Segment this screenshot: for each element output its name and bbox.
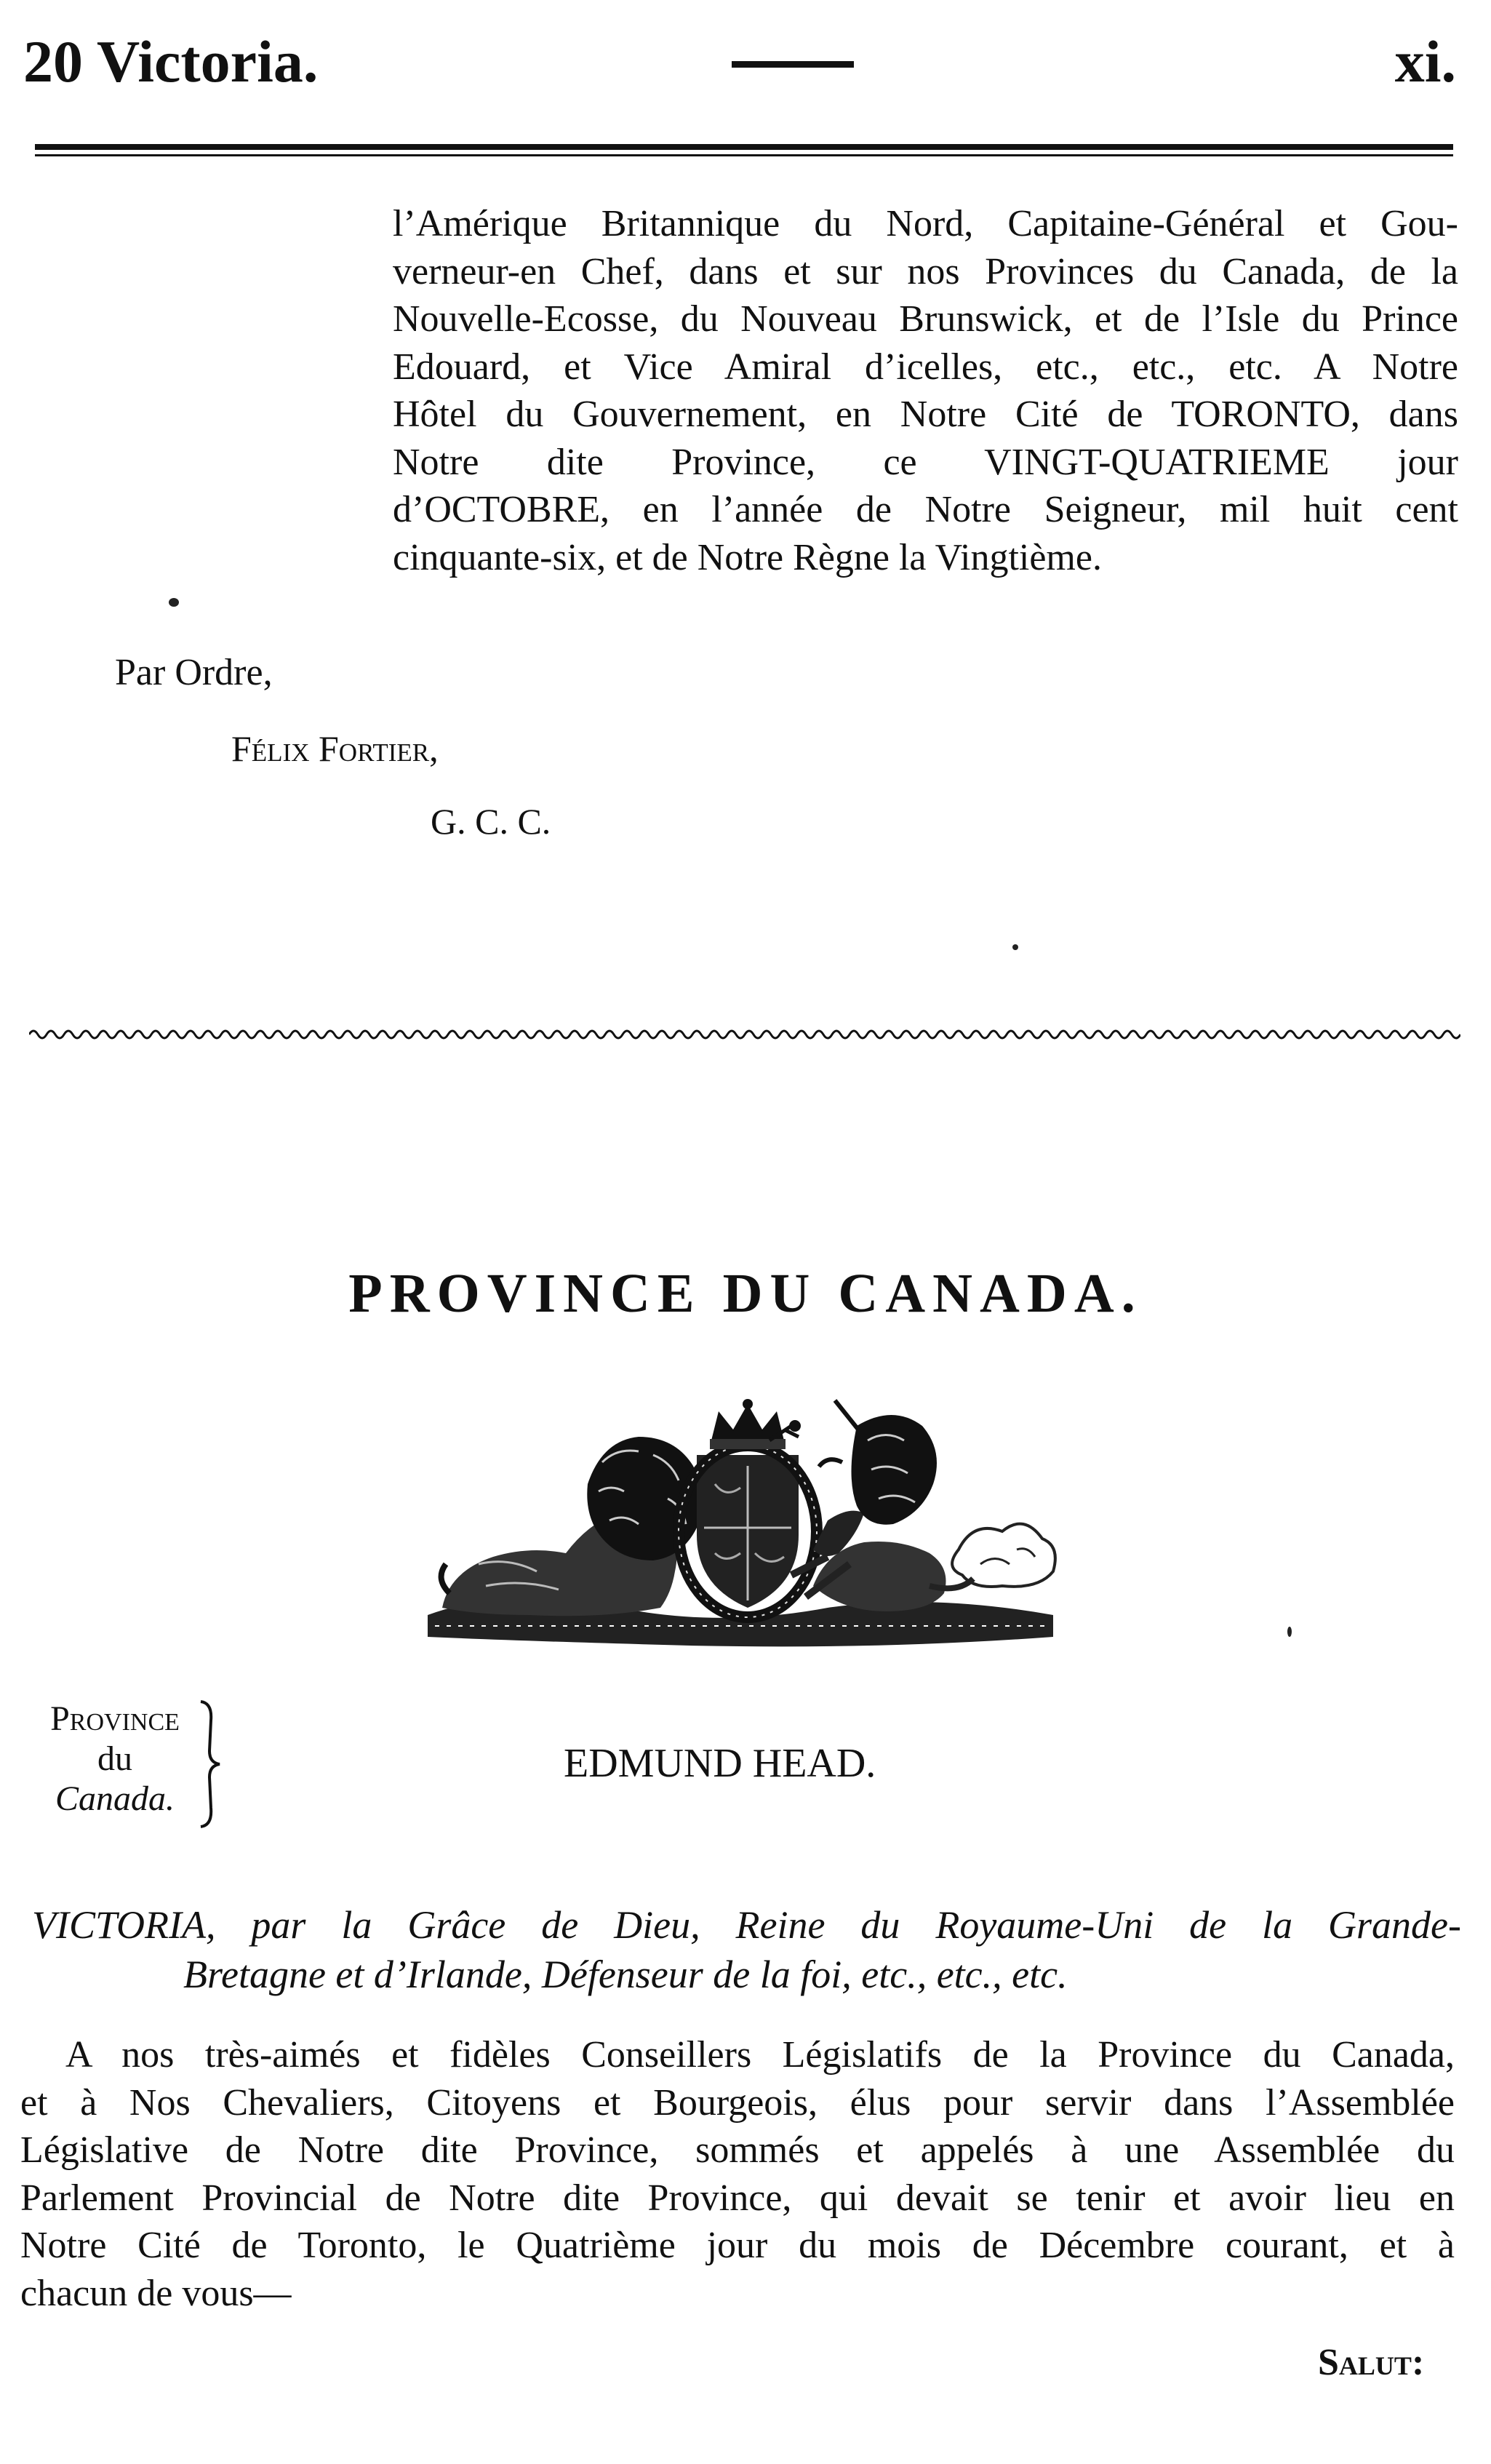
royal-title-line: Bretagne et d’Irlande, Défenseur de la foi, etc., etc., etc. xyxy=(183,1953,1068,1996)
ink-speck xyxy=(169,598,179,607)
royal-coat-of-arms-icon xyxy=(420,1397,1068,1651)
body-line: A nos très-aimés et fidèles Conseillers Législatifs de la Province du Canada, xyxy=(65,2034,1455,2076)
province-title: PROVINCE DU CANADA. xyxy=(348,1263,1143,1324)
signature-name-text: Félix Fortier, xyxy=(231,728,439,769)
intro-line: Edouard, et Vice Amiral d’icelles, etc., etc., etc. A Notre xyxy=(393,346,1458,388)
summons-paragraph xyxy=(20,2031,1455,2317)
body-line: Notre Cité de Toronto, le Quatrième jour du mois de Décembre courant, et à xyxy=(20,2225,1455,2266)
curly-brace-icon xyxy=(196,1699,225,1830)
closing-salutation: Salut: xyxy=(1318,2342,1425,2383)
margin-note-line: Canada. xyxy=(55,1779,175,1818)
margin-note-line: Province xyxy=(50,1699,180,1738)
body-line: et à Nos Chevaliers, Citoyens et Bourgeois, élus pour servir dans l’Assemblée xyxy=(20,2081,1455,2124)
intro-line: Hôtel du Gouvernement, en Notre Cité de TORONTO, dans xyxy=(393,394,1458,435)
margin-note xyxy=(28,1699,202,1819)
signature-title: G. C. C. xyxy=(431,801,551,842)
header-rule-thin xyxy=(35,154,1453,156)
intro-line: l’Amérique Britannique du Nord, Capitaine-Général et Gou- xyxy=(393,203,1458,244)
signature-name xyxy=(231,727,439,770)
intro-line: verneur-en Chef, dans et sur nos Provinces du Canada, de la xyxy=(393,250,1458,292)
royal-title xyxy=(32,1900,1461,1999)
page-number: xi. xyxy=(1394,28,1456,95)
body-line: Législative de Notre dite Province, sommés et appelés à une Assemblée du xyxy=(20,2129,1455,2171)
ink-speck xyxy=(1012,944,1018,950)
intro-line: cinquante-six, et de Notre Règne la Vingtième. xyxy=(393,536,1102,578)
header-rule xyxy=(35,144,1453,150)
body-line: chacun de vous— xyxy=(20,2272,292,2314)
governor-name: EDMUND HEAD. xyxy=(564,1741,876,1786)
signature-order: Par Ordre, xyxy=(115,652,273,693)
ink-speck xyxy=(1287,1627,1292,1637)
body-line: Parlement Provincial de Notre dite Province, qui devait se tenir et avoir lieu en xyxy=(20,2177,1455,2219)
intro-line: Nouvelle-Ecosse, du Nouveau Brunswick, et de l’Isle du Prince xyxy=(393,298,1458,340)
intro-line: Notre dite Province, ce VINGT-QUATRIEME jour xyxy=(393,441,1458,483)
royal-title-line: VICTORIA, par la Grâce de Dieu, Reine du Royaume-Uni de la Grande- xyxy=(32,1903,1461,1947)
header-dash xyxy=(732,61,854,68)
margin-note-line: du xyxy=(97,1739,132,1778)
wavy-rule-icon xyxy=(29,1020,1460,1049)
intro-paragraph xyxy=(393,200,1458,581)
running-head-left: 20 Victoria. xyxy=(23,28,319,95)
intro-line: d’OCTOBRE, en l’année de Notre Seigneur, mil huit cent xyxy=(393,489,1458,530)
